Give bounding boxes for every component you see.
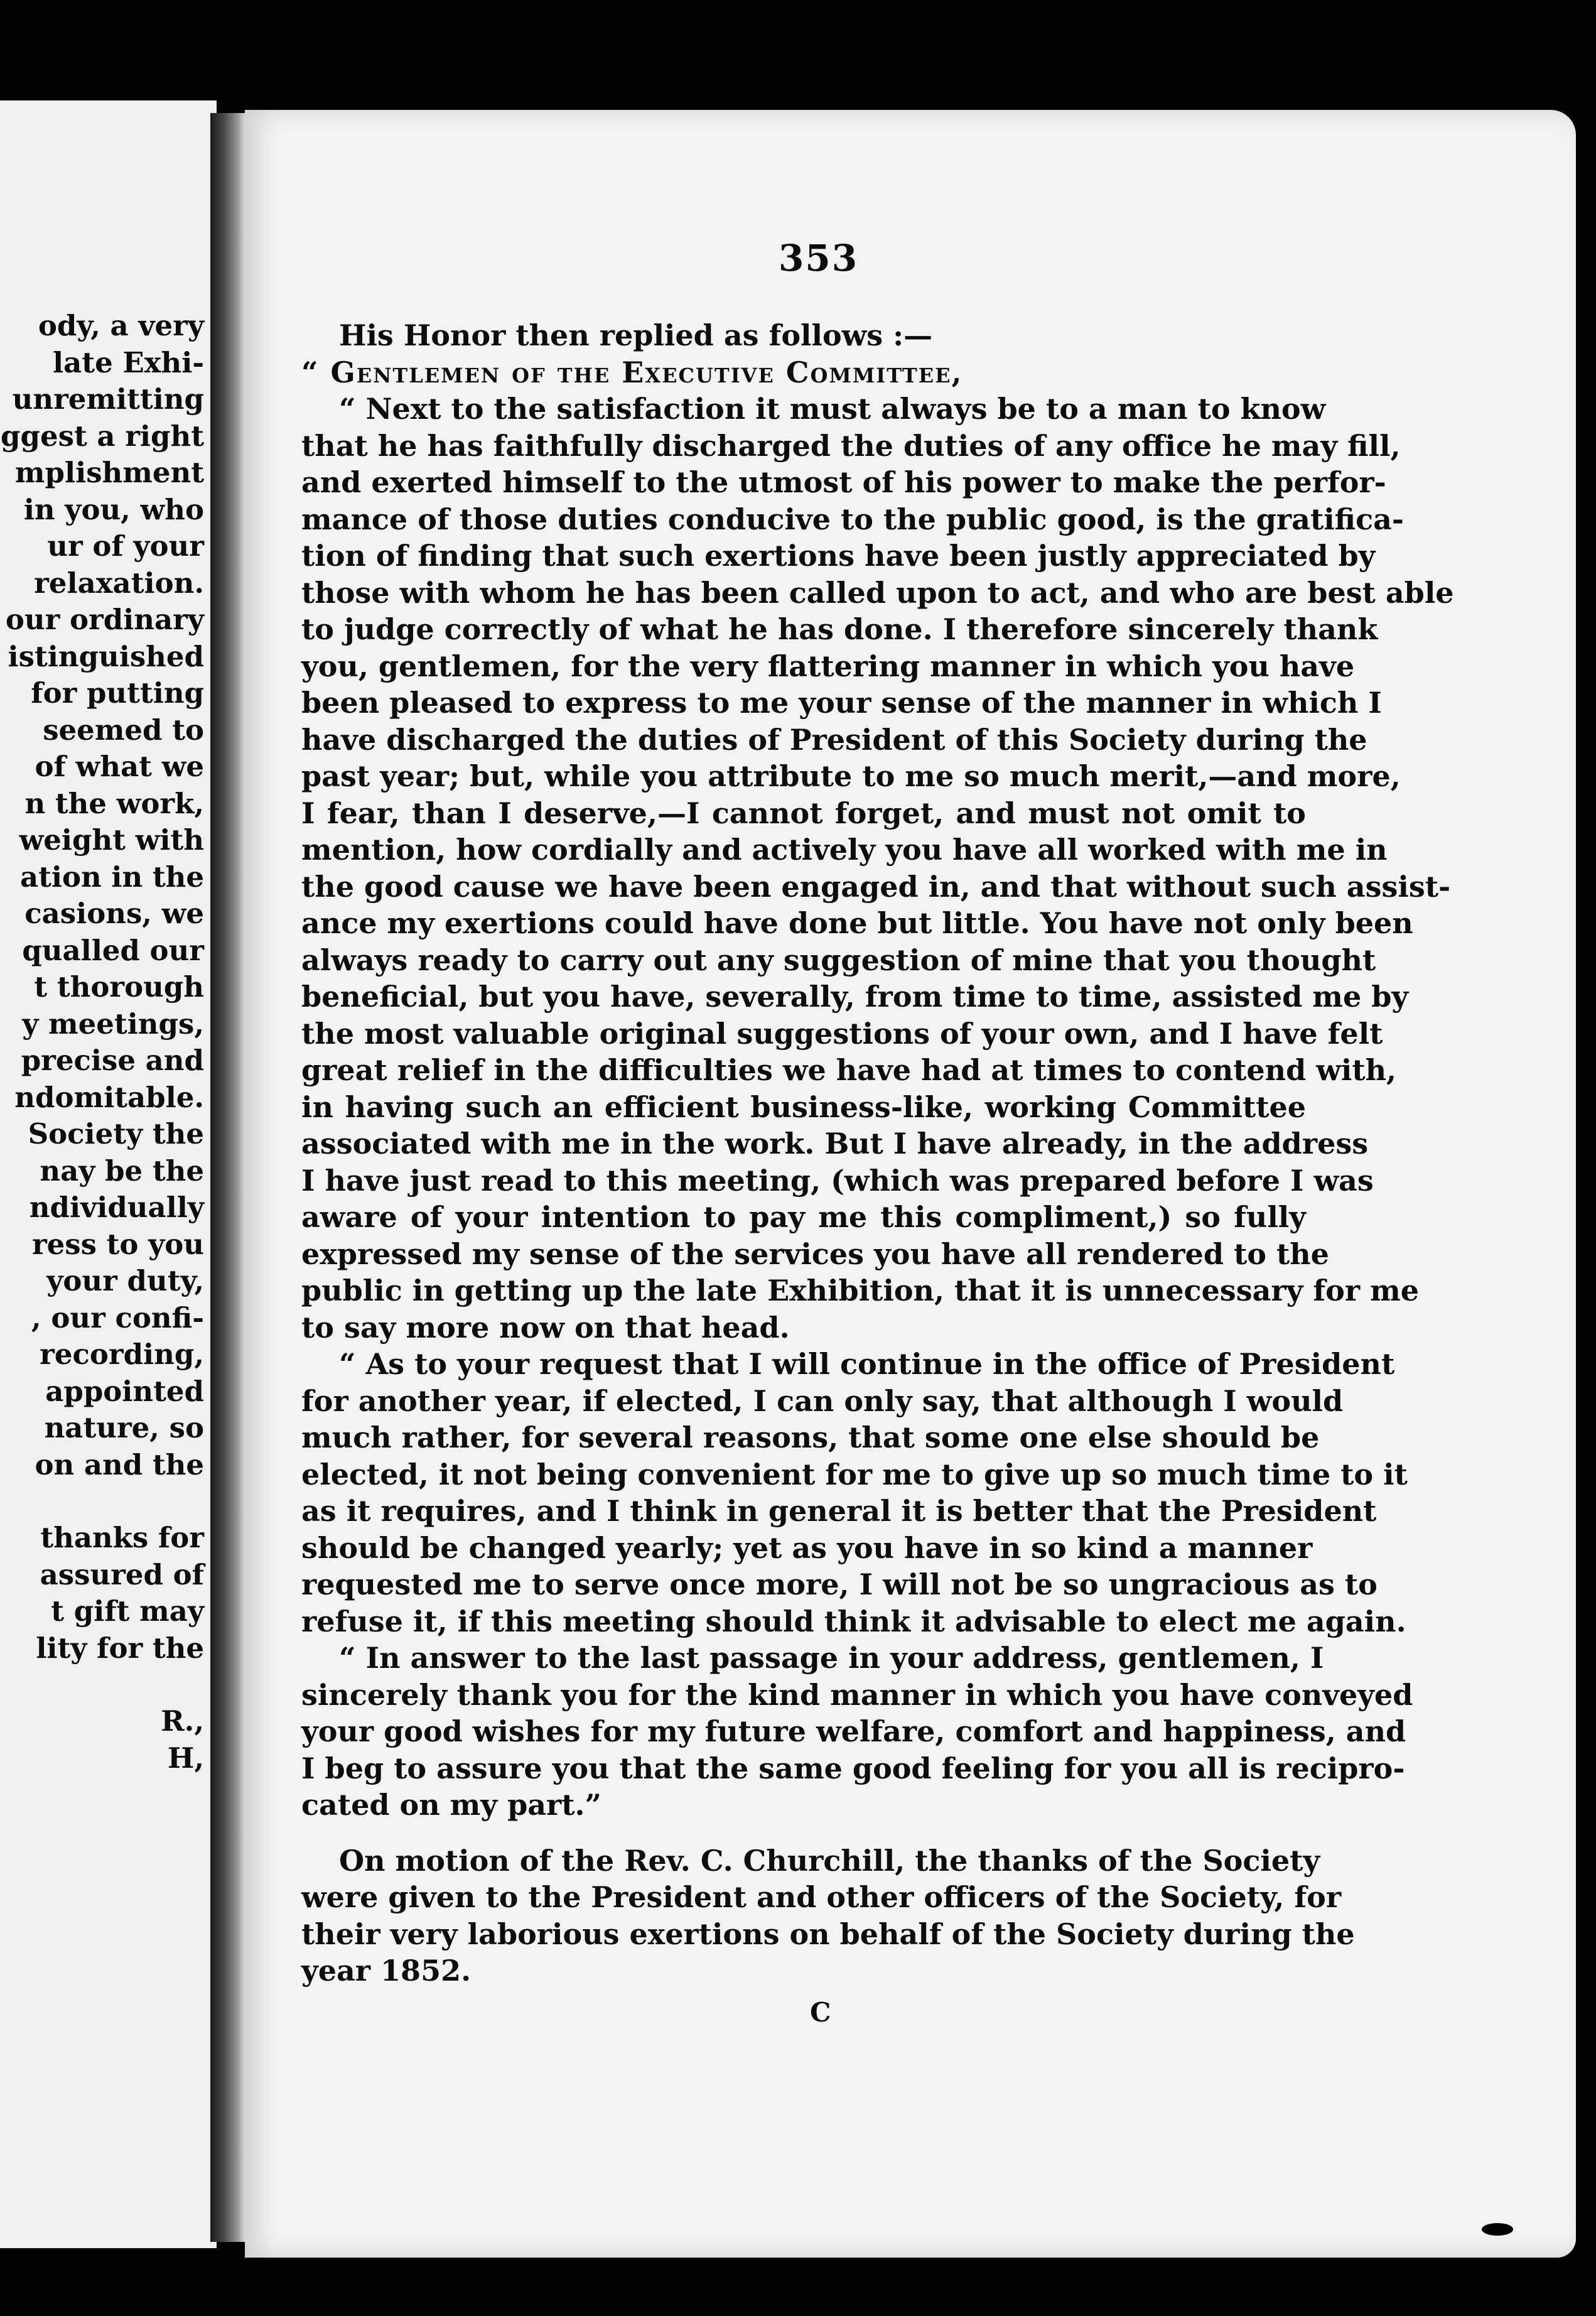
paragraph-line: ance my exertions could have done but little. You have not only been — [301, 906, 1413, 940]
intro-line: His Honor then replied as follows :— — [339, 318, 933, 352]
facing-page-line: ody, a very — [38, 309, 204, 342]
facing-page-line: late Exhi- — [53, 345, 204, 379]
facing-page-text — [0, 308, 204, 1777]
facing-page-line: nature, so — [44, 1411, 204, 1444]
paragraph-line: been pleased to express to me your sense of the manner in which I — [301, 686, 1382, 720]
paragraph-line: have discharged the duties of President of this Society during the — [301, 722, 1367, 757]
motion-line: On motion of the Rev. C. Churchill, the thanks of the Society — [339, 1843, 1320, 1878]
facing-page — [0, 100, 217, 2248]
signature-mark: C — [810, 1997, 831, 2028]
facing-page-line: our ordinary — [5, 603, 204, 636]
facing-page-line: of what we — [35, 750, 204, 783]
paragraph-line: for another year, if elected, I can only say, that although I would — [301, 1383, 1344, 1418]
book-gutter — [210, 113, 245, 2242]
paragraph-line: the good cause we have been engaged in, and that without such assist- — [301, 869, 1451, 904]
paragraph-line: requested me to serve once more, I will not be so ungracious as to — [301, 1567, 1378, 1601]
paragraph-line: beneficial, but you have, severally, from time to time, assisted me by — [301, 980, 1409, 1014]
paragraph-line: past year; but, while you attribute to me so much merit,—and more, — [301, 759, 1401, 793]
facing-page-line: Society the — [28, 1117, 204, 1150]
facing-page-line: recording, — [40, 1338, 204, 1371]
paragraph-line: tion of finding that such exertions have been justly appreciated by — [301, 539, 1376, 573]
facing-page-line: relaxation. — [34, 566, 204, 600]
facing-page-line: ndividually — [29, 1191, 204, 1224]
reply-paragraphs — [301, 391, 1454, 1824]
facing-page-line: istinguished — [8, 639, 204, 673]
facing-page-line: precise and — [21, 1044, 204, 1077]
facing-page-line: assured of — [40, 1557, 204, 1591]
motion-line: their very laborious exertions on behalf of the Society during the — [301, 1917, 1355, 1951]
facing-page-line: n the work, — [24, 786, 204, 820]
paragraph-line: in having such an efficient business-like, working Committee — [301, 1090, 1306, 1124]
motion-line: year 1852. — [301, 1954, 472, 1988]
facing-page-line: your duty, — [46, 1264, 204, 1297]
paragraph-line: sincerely thank you for the kind manner in which you have conveyed — [301, 1677, 1413, 1712]
facing-page-line: in you, who — [23, 492, 204, 526]
page-body — [301, 317, 1454, 1989]
ink-blot — [1482, 2223, 1513, 2236]
paragraph-line: I beg to assure you that the same good feeling for you all is recipro- — [301, 1751, 1405, 1785]
paragraph-line: your good wishes for my future welfare, comfort and happiness, and — [301, 1714, 1406, 1748]
paragraph-line: I fear, than I deserve,—I cannot forget, and must not omit to — [301, 796, 1306, 830]
facing-page-line: qualled our — [22, 933, 204, 967]
facing-page-line: thanks for — [40, 1521, 204, 1554]
paragraph-line: much rather, for several reasons, that some one else should be — [301, 1420, 1320, 1454]
facing-page-line: t thorough — [34, 970, 204, 1004]
paragraph-line: refuse it, if this meeting should think it advisable to elect me again. — [301, 1604, 1406, 1638]
paragraph-line: you, gentlemen, for the very flattering manner in which you have — [301, 649, 1355, 683]
paragraph-line: mention, how cordially and actively you have all worked with me in — [301, 833, 1388, 867]
paragraph-line: always ready to carry out any suggestion of mine that you thought — [301, 943, 1376, 977]
facing-page-line: on and the — [35, 1447, 204, 1481]
facing-page-line: weight with — [19, 823, 204, 857]
facing-page-line: ndomitable. — [14, 1080, 204, 1114]
facing-page-line: seemed to — [43, 713, 204, 747]
facing-page-line: unremitting — [12, 382, 204, 416]
motion-paragraph — [301, 1843, 1355, 1989]
paragraph-line: great relief in the difficulties we have had at times to contend with, — [301, 1053, 1397, 1087]
paragraph-line: associated with me in the work. But I have already, in the address — [301, 1127, 1369, 1161]
paragraph-line: to say more now on that head. — [301, 1310, 790, 1345]
salutation-line: “ Gentlemen of the Executive Committee, — [301, 355, 963, 389]
facing-page-line: appointed — [45, 1374, 204, 1408]
paragraph-line: that he has faithfully discharged the duties of any office he may fill, — [301, 428, 1401, 463]
paragraph-line: elected, it not being convenient for me to give up so much time to it — [301, 1457, 1408, 1491]
paragraph-line: expressed my sense of the services you have all rendered to the — [301, 1236, 1329, 1271]
paragraph-line: “ As to your request that I will continue in the office of President — [339, 1347, 1395, 1381]
paragraph-line: and exerted himself to the utmost of his power to make the perfor- — [301, 465, 1386, 499]
paragraph-line: public in getting up the late Exhibition, that it is unnecessary for me — [301, 1274, 1420, 1307]
paragraph-line: “ Next to the satisfaction it must always be to a man to know — [339, 392, 1326, 426]
facing-page-line: t gift may — [51, 1594, 204, 1628]
paragraph-line: should be changed yearly; yet as you have in so kind a manner — [301, 1530, 1313, 1565]
facing-page-line: ggest a right — [1, 419, 204, 453]
paragraph-line: mance of those duties conducive to the public good, is the gratifica- — [301, 502, 1405, 536]
paragraph-line: the most valuable original suggestions of your own, and I have felt — [301, 1016, 1383, 1051]
paragraph-line: those with whom he has been called upon to act, and who are best able — [301, 575, 1454, 610]
facing-page-line: ur of your — [47, 529, 204, 563]
paragraph-line: cated on my part.” — [301, 1788, 601, 1822]
facing-page-line — [0, 1483, 204, 1520]
facing-page-line — [0, 1667, 204, 1703]
facing-page-line: ress to you — [31, 1227, 204, 1261]
facing-page-line: for putting — [31, 676, 204, 710]
facing-page-line: mplishment — [14, 456, 204, 489]
facing-page-line: y meetings, — [22, 1007, 204, 1041]
paragraph-line: “ In answer to the last passage in your address, gentlemen, I — [339, 1641, 1324, 1675]
page-number: 353 — [779, 237, 859, 279]
facing-page-line: H, — [167, 1741, 204, 1775]
paragraph-line: I have just read to this meeting, (which was prepared before I was — [301, 1163, 1374, 1198]
motion-line: were given to the President and other officers of the Society, for — [301, 1880, 1342, 1914]
facing-page-line: nay be the — [40, 1154, 204, 1188]
paragraph-line: aware of your intention to pay me this compliment,) so fully — [301, 1200, 1306, 1234]
facing-page-line: lity for the — [36, 1631, 204, 1665]
facing-page-line: , our confi- — [31, 1301, 204, 1334]
facing-page-line: casions, we — [24, 897, 204, 930]
paragraph-line: to judge correctly of what he has done. I therefore sincerely thank — [301, 612, 1378, 646]
facing-page-line: ation in the — [19, 860, 204, 894]
facing-page-line: R., — [161, 1704, 204, 1738]
paragraph-line: as it requires, and I think in general it is better that the President — [301, 1494, 1377, 1528]
